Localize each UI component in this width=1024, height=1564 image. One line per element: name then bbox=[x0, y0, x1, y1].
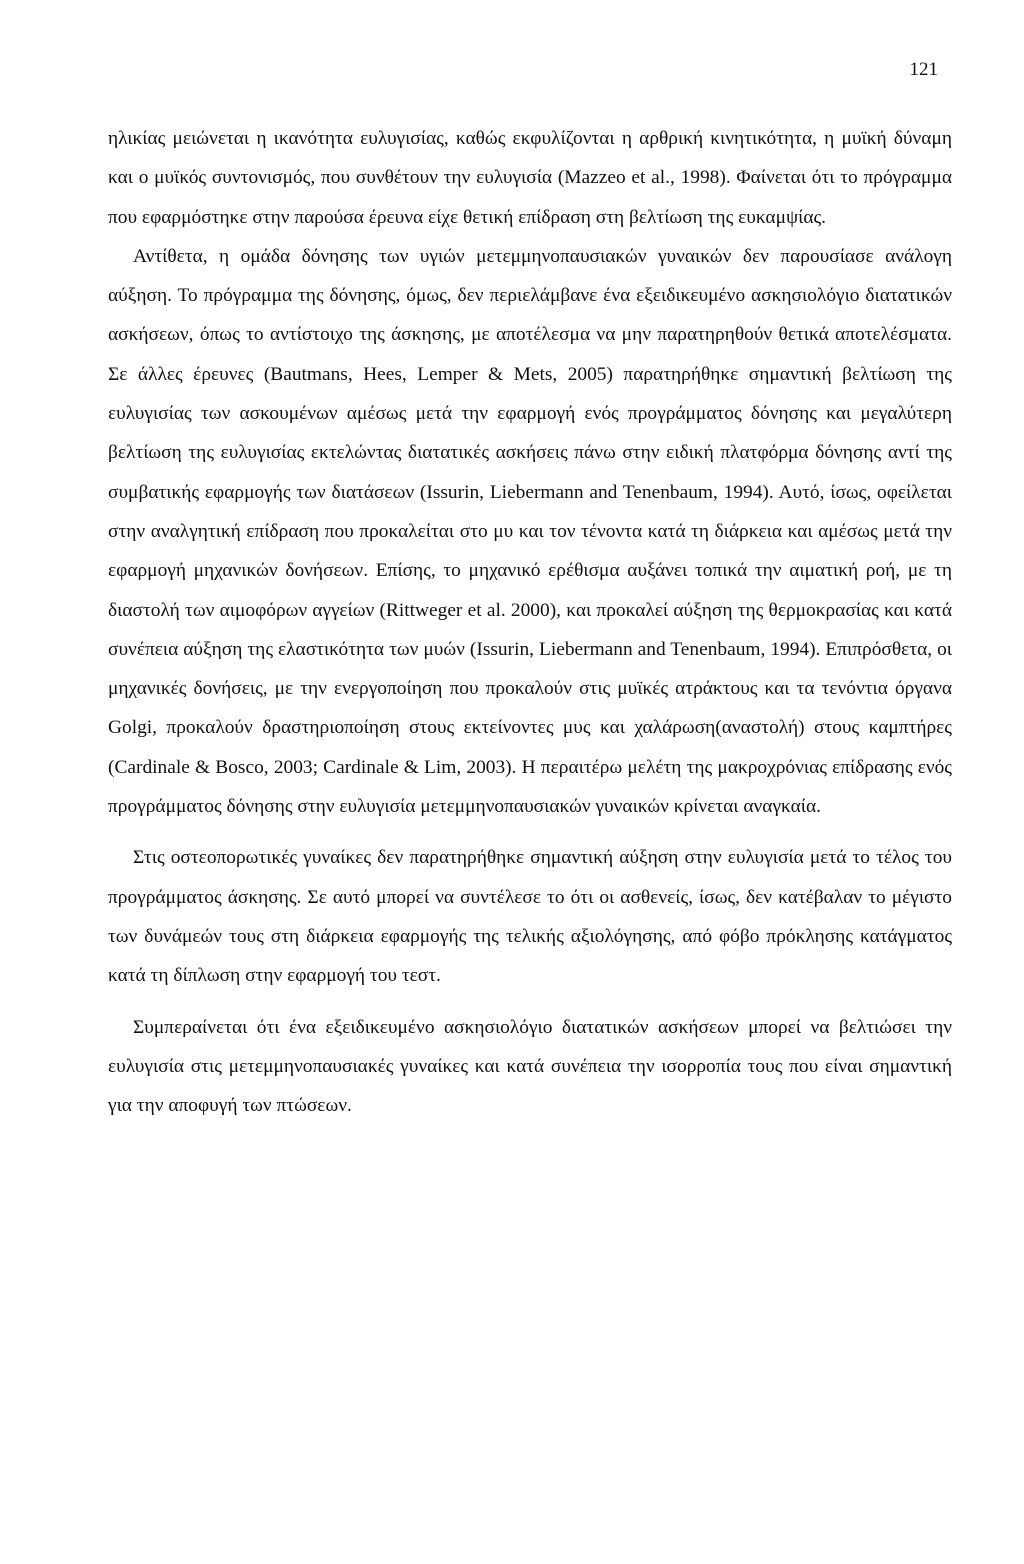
paragraph-conclusion: Συμπεραίνεται ότι ένα εξειδικευμένο ασκησιολόγιο διατατικών ασκήσεων μπορεί να βελτιώσει την ευλυγισία στις μετεμμηνοπαυσιακές γυναίκες και κατά συνέπεια την ισορροπία τους που είναι σημαντική για την αποφυγή των πτώσεων. bbox=[108, 1016, 952, 1117]
paragraph-continuation: ηλικίας μειώνεται η ικανότητα ευλυγισίας, καθώς εκφυλίζονται η αρθρική κινητικότητα, η μυϊκή δύναμη και ο μυϊκός συντονισμός, που συνθέτουν την ευλυγισία (Mazzeo et al., 1998). Φαίνεται ότι το πρόγραμμα που εφαρμόστηκε στην παρούσα έρευνα είχε θετική επίδραση στη βελτίωση της ευκαμψίας. bbox=[108, 128, 952, 228]
paragraph-vibration-group: Αντίθετα, η ομάδα δόνησης των υγιών μετεμμηνοπαυσιακών γυναικών δεν παρουσίασε ανάλογη αύξηση. Το πρόγραμμα της δόνησης, όμως, δεν περιελάμβανε ένα εξειδικευμένο ασκησιολόγιο διατατικών ασκήσεων, όπως το αντίστοιχο της άσκησης, με αποτέλεσμα να μην παρατηρηθούν θετικά αποτελέσματα. Σε άλλες έρευνες (Bautmans, Hees, Lemper & Mets, 2005) παρατηρήθηκε σημαντική βελτίωση της ευλυγισίας των ασκουμένων αμέσως μετά την εφαρμογή ενός προγράμματος δόνησης και μεγαλύτερη βελτίωση της ευλυγισίας εκτελώντας διατατικές ασκήσεις πάνω στην ειδική πλατφόρμα δόνησης αντί της συμβατικής εφαρμογής των διατάσεων (Issurin, Liebermann and Tenenbaum, 1994). Αυτό, ίσως, οφείλεται στην αναλγητική επίδραση που προκαλείται στο μυ και τον τένοντα κατά τη διάρκεια και αμέσως μετά την εφαρμογή μηχανικών δονήσεων. Επίσης, το μηχανικό ερέθισμα αυξάνει τοπικά την αιματική ροή, με τη διαστολή των αιμοφόρων αγγείων (Rittweger et al. 2000), και προκαλεί αύξηση της θερμοκρασίας και κατά συνέπεια αύξηση της ελαστικότητα των μυών (Issurin, Liebermann and Tenenbaum, 1994). Επιπρόσθετα, οι μηχανικές δονήσεις, με την ενεργοποίηση που προκαλούν στις μυϊκές ατράκτους και τα τενόντια όργανα Golgi, προκαλούν δραστηριοποίηση στους εκτείνοντες μυς και χαλάρωση(αναστολή) στους καμπτήρες (Cardinale & Bosco, 2003; Cardinale & Lim, 2003). Η περαιτέρω μελέτη της μακροχρόνιας επίδρασης ενός προγράμματος δόνησης στην ευλυγισία μετεμμηνοπαυσιακών γυναικών κρίνεται αναγκαία. bbox=[108, 245, 952, 818]
page-number: 121 bbox=[909, 59, 938, 80]
paragraph-osteoporotic-women: Στις οστεοπορωτικές γυναίκες δεν παρατηρήθηκε σημαντική αύξηση στην ευλυγισία μετά το τέλος του προγράμματος άσκησης. Σε αυτό μπορεί να συντέλεσε το ότι οι ασθενείς, ίσως, δεν κατέβαλαν το μέγιστο των δυνάμεών τους στη διάρκεια εφαρμογής της τελικής αξιολόγησης, από φόβο πρόκλησης κατάγματος κατά τη δίπλωση στην εφαρμογή του τεστ. bbox=[108, 847, 952, 987]
body-text bbox=[108, 119, 952, 1125]
